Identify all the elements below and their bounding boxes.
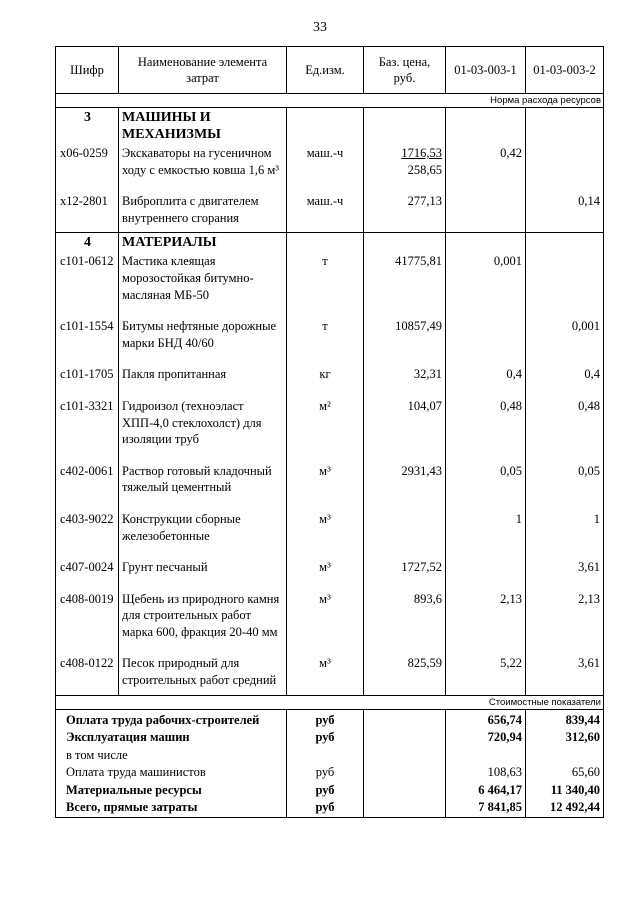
summary-row (56, 709, 604, 729)
summary-value-col2: 12 492,44 (526, 799, 604, 817)
row-unit: м³ (287, 558, 364, 590)
summary-unit: руб (287, 782, 364, 800)
table-row (56, 192, 604, 233)
section-number: 3 (56, 108, 119, 145)
table-header-row (56, 47, 604, 94)
row-name: Мастика клеящая морозостойкая битумно-масляная МБ-50 (119, 252, 287, 317)
empty-cell (526, 233, 604, 253)
row-price: 2931,43 (364, 462, 446, 510)
row-unit: м³ (287, 510, 364, 558)
row-name: Грунт песчаный (119, 558, 287, 590)
row-code: с407-0024 (56, 558, 119, 590)
empty-cell (287, 233, 364, 253)
table-row (56, 317, 604, 365)
header-unit: Ед.изм. (287, 47, 364, 94)
row-value-col1: 1 (446, 510, 526, 558)
row-name: Виброплита с двигателем внутреннего сгорания (119, 192, 287, 233)
page-number: 33 (313, 20, 327, 35)
row-value-col2: 3,61 (526, 558, 604, 590)
row-value-col2: 2,13 (526, 590, 604, 655)
header-price: Баз. цена, руб. (364, 47, 446, 94)
table-row (56, 252, 604, 317)
row-price-main: 1716,53 (401, 146, 442, 160)
row-value-col1: 5,22 (446, 654, 526, 695)
table-row (56, 397, 604, 462)
summary-value-col2: 11 340,40 (526, 782, 604, 800)
row-value-col1 (446, 317, 526, 365)
empty-cell (364, 782, 446, 800)
section-number: 4 (56, 233, 119, 253)
row-value-col2 (526, 252, 604, 317)
row-unit: т (287, 317, 364, 365)
summary-label: Оплата труда машинистов (56, 764, 287, 782)
row-code: х12-2801 (56, 192, 119, 233)
row-code: с408-0019 (56, 590, 119, 655)
row-price: 825,59 (364, 654, 446, 695)
row-price: 1727,52 (364, 558, 446, 590)
summary-value-col1: 720,94 (446, 729, 526, 747)
summary-unit: руб (287, 729, 364, 747)
row-value-col2: 1 (526, 510, 604, 558)
table-row (56, 558, 604, 590)
row-code: с101-0612 (56, 252, 119, 317)
section-title: МАТЕРИАЛЫ (119, 233, 287, 253)
row-code: с101-3321 (56, 397, 119, 462)
row-value-col1: 0,42 (446, 144, 526, 192)
row-value-col1: 2,13 (446, 590, 526, 655)
row-unit: м³ (287, 654, 364, 695)
row-price (364, 510, 446, 558)
row-name: Раствор готовый кладочный тяжелый цементный (119, 462, 287, 510)
table-row (56, 365, 604, 397)
summary-unit: руб (287, 799, 364, 817)
table-row (56, 510, 604, 558)
row-name: Гидроизол (техноэласт ХПП-4,0 стеклохолст) для изоляции труб (119, 397, 287, 462)
row-unit: м² (287, 397, 364, 462)
summary-value-col1: 6 464,17 (446, 782, 526, 800)
summary-label: Всего, прямые затраты (56, 799, 287, 817)
summary-row (56, 782, 604, 800)
header-col1: 01-03-003-1 (446, 47, 526, 94)
summary-value-col1: 656,74 (446, 709, 526, 729)
summary-label: в том числе (56, 747, 287, 765)
resource-table (55, 46, 604, 818)
row-unit: маш.-ч (287, 192, 364, 233)
row-name: Битумы нефтяные дорожные марки БНД 40/60 (119, 317, 287, 365)
empty-cell (364, 729, 446, 747)
section-row (56, 108, 604, 145)
row-value-col2: 3,61 (526, 654, 604, 695)
empty-cell (364, 108, 446, 145)
empty-cell (364, 709, 446, 729)
summary-unit: руб (287, 764, 364, 782)
empty-cell (526, 108, 604, 145)
summary-row (56, 747, 604, 765)
row-code: с101-1554 (56, 317, 119, 365)
row-code: с408-0122 (56, 654, 119, 695)
cost-subheader-row (56, 695, 604, 709)
empty-cell (446, 108, 526, 145)
row-price: 10857,49 (364, 317, 446, 365)
summary-row (56, 764, 604, 782)
summary-value-col2: 312,60 (526, 729, 604, 747)
empty-cell (364, 233, 446, 253)
table-row (56, 144, 604, 192)
row-unit: т (287, 252, 364, 317)
row-value-col1: 0,05 (446, 462, 526, 510)
row-price: 893,6 (364, 590, 446, 655)
row-name: Экскаваторы на гусеничном ходу с емкостью ковша 1,6 м³ (119, 144, 287, 192)
header-col2: 01-03-003-2 (526, 47, 604, 94)
summary-label: Оплата труда рабочих-строителей (56, 709, 287, 729)
row-unit: м³ (287, 590, 364, 655)
row-value-col1: 0,48 (446, 397, 526, 462)
empty-cell (364, 799, 446, 817)
row-value-col2: 0,14 (526, 192, 604, 233)
row-price: 277,13 (364, 192, 446, 233)
norm-subheader: Норма расхода ресурсов (56, 94, 604, 108)
row-code: с101-1705 (56, 365, 119, 397)
row-value-col2: 0,48 (526, 397, 604, 462)
row-value-col1 (446, 192, 526, 233)
row-value-col2 (526, 144, 604, 192)
row-unit: кг (287, 365, 364, 397)
row-value-col2: 0,001 (526, 317, 604, 365)
summary-row (56, 729, 604, 747)
row-name: Песок природный для строительных работ средний (119, 654, 287, 695)
summary-label: Материальные ресурсы (56, 782, 287, 800)
row-name: Щебень из природного камня для строительных работ марка 600, фракция 20-40 мм (119, 590, 287, 655)
empty-cell (446, 233, 526, 253)
row-value-col1: 0,001 (446, 252, 526, 317)
row-price: 41775,81 (364, 252, 446, 317)
section-title: МАШИНЫ И МЕХАНИЗМЫ (119, 108, 287, 145)
header-code: Шифр (56, 47, 119, 94)
empty-cell (287, 108, 364, 145)
cost-subheader: Стоимостные показатели (56, 695, 604, 709)
row-value-col2: 0,4 (526, 365, 604, 397)
empty-cell (364, 764, 446, 782)
row-price (364, 144, 446, 192)
header-name: Наименование элемента затрат (119, 47, 287, 94)
row-unit: м³ (287, 462, 364, 510)
empty-cell (364, 747, 446, 765)
table-row (56, 590, 604, 655)
row-name: Пакля пропитанная (119, 365, 287, 397)
row-value-col2: 0,05 (526, 462, 604, 510)
row-value-col1 (446, 558, 526, 590)
summary-value-col2: 65,60 (526, 764, 604, 782)
table-row (56, 654, 604, 695)
row-price: 32,31 (364, 365, 446, 397)
table-row (56, 462, 604, 510)
row-name: Конструкции сборные железобетонные (119, 510, 287, 558)
summary-value-col2: 839,44 (526, 709, 604, 729)
summary-unit: руб (287, 709, 364, 729)
summary-value-col1: 7 841,85 (446, 799, 526, 817)
row-code: с402-0061 (56, 462, 119, 510)
row-unit: маш.-ч (287, 144, 364, 192)
summary-label: Эксплуатация машин (56, 729, 287, 747)
row-code: с403-9022 (56, 510, 119, 558)
summary-row (56, 799, 604, 817)
summary-value-col1: 108,63 (446, 764, 526, 782)
row-price-secondary: 258,65 (407, 162, 442, 177)
row-price: 104,07 (364, 397, 446, 462)
section-row (56, 233, 604, 253)
summary-value-col2 (526, 747, 604, 765)
row-value-col1: 0,4 (446, 365, 526, 397)
row-code: х06-0259 (56, 144, 119, 192)
summary-value-col1 (446, 747, 526, 765)
norm-subheader-row (56, 94, 604, 108)
summary-unit (287, 747, 364, 765)
